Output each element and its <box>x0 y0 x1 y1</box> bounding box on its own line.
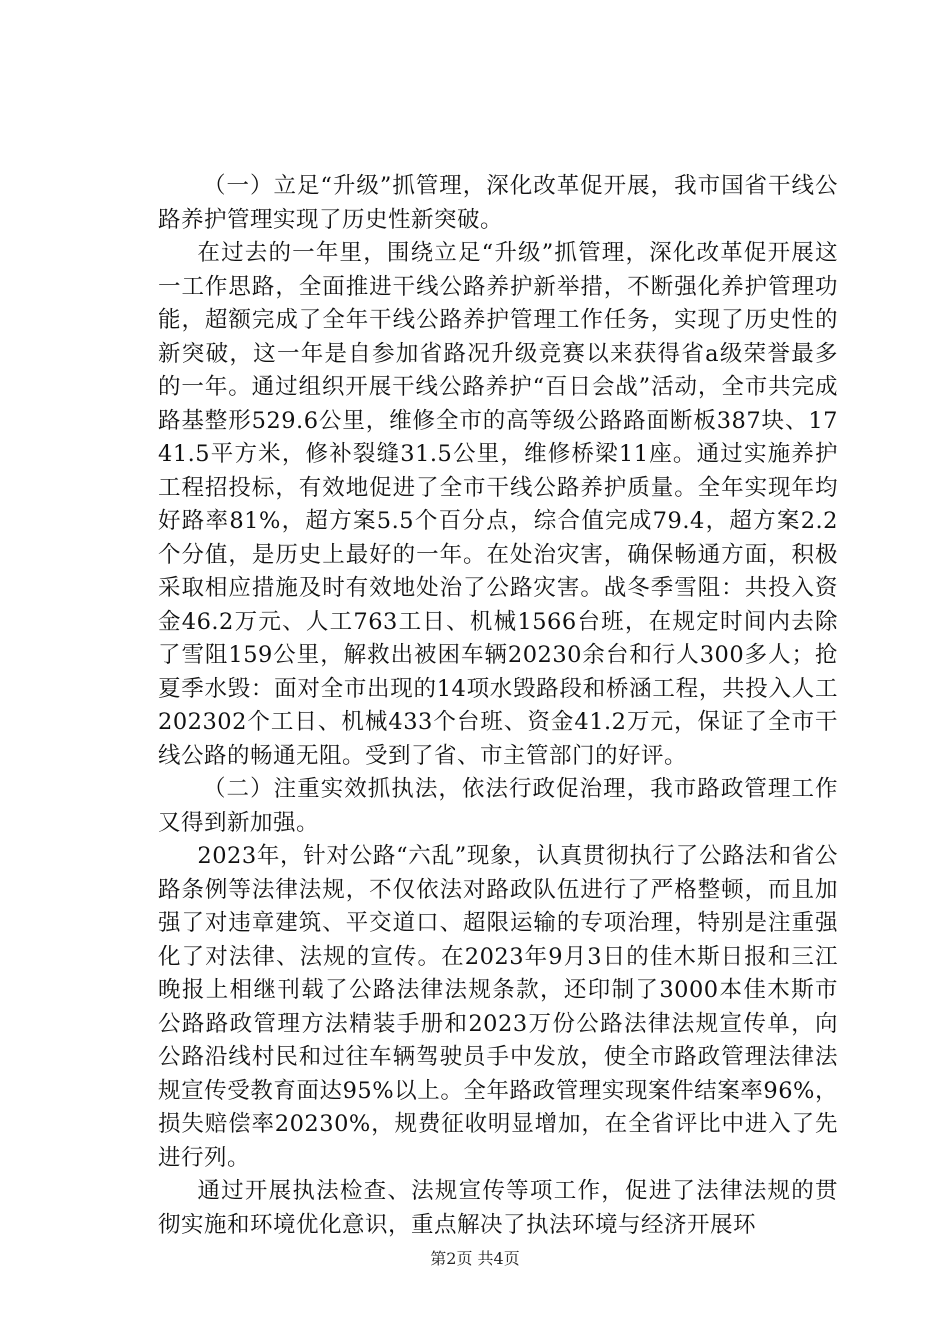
document-body <box>158 170 838 1242</box>
section-heading-2: （二）注重实效抓执法，依法行政促治理，我市路政管理工作又得到新加强。 <box>158 776 838 836</box>
body-paragraph-3: 通过开展执法检查、法规宣传等项工作，促进了法律法规的贯彻实施和环境优化意识，重点解决了执法环境与经济开展环 <box>158 1178 838 1238</box>
section-heading-1: （一）立足“升级”抓管理，深化改革促开展，我市国省干线公路养护管理实现了历史性新突破。 <box>158 173 838 233</box>
page-footer: 第2页 共4页 <box>430 1249 520 1268</box>
body-paragraph-2: 2023年，针对公路“六乱”现象，认真贯彻执行了公路法和省公路条例等法律法规，不仅依法对路政队伍进行了严格整顿，而且加强了对违章建筑、平交道口、超限运输的专项治理，特别是注重强化了对法律、法规的宣传。在2023年9月3日的佳木斯日报和三江晚报上相继刊载了公路法律法规条款，还印制了3000本佳木斯市公路路政管理方法精装手册和2023万份公路法律法规宣传单，向公路沿线村民和过往车辆驾驶员手中发放，使全市路政管理法律法规宣传受教育面达95%以上。全年路政管理实现案件结案率96%，损失赔偿率20230%，规费征收明显增加，在全省评比中进入了先进行列。 <box>158 843 838 1171</box>
body-paragraph-1: 在过去的一年里，围绕立足“升级”抓管理，深化改革促开展这一工作思路，全面推进干线公路养护新举措，不断强化养护管理功能，超额完成了全年干线公路养护管理工作任务，实现了历史性的新突破，这一年是自参加省路况升级竞赛以来获得省a级荣誉最多的一年。通过组织开展干线公路养护“百日会战”活动，全市共完成路基整形529.6公里，维修全市的高等级公路路面断板387块、1741.5平方米，修补裂缝31.5公里，维修桥梁11座。通过实施养护工程招投标，有效地促进了全市干线公路养护质量。全年实现年均好路率81%，超方案5.5个百分点，综合值完成79.4，超方案2.2个分值，是历史上最好的一年。在处治灾害，确保畅通方面，积极采取相应措施及时有效地处治了公路灾害。战冬季雪阻：共投入资金46.2万元、人工763工日、机械1566台班，在规定时间内去除了雪阻159公里，解救出被困车辆20230余台和行人300多人；抢夏季水毁：面对全市出现的14项水毁路段和桥涵工程，共投入人工202302个工日、机械433个台班、资金41.2万元，保证了全市干线公路的畅通无阻。受到了省、市主管部门的好评。 <box>158 240 838 769</box>
